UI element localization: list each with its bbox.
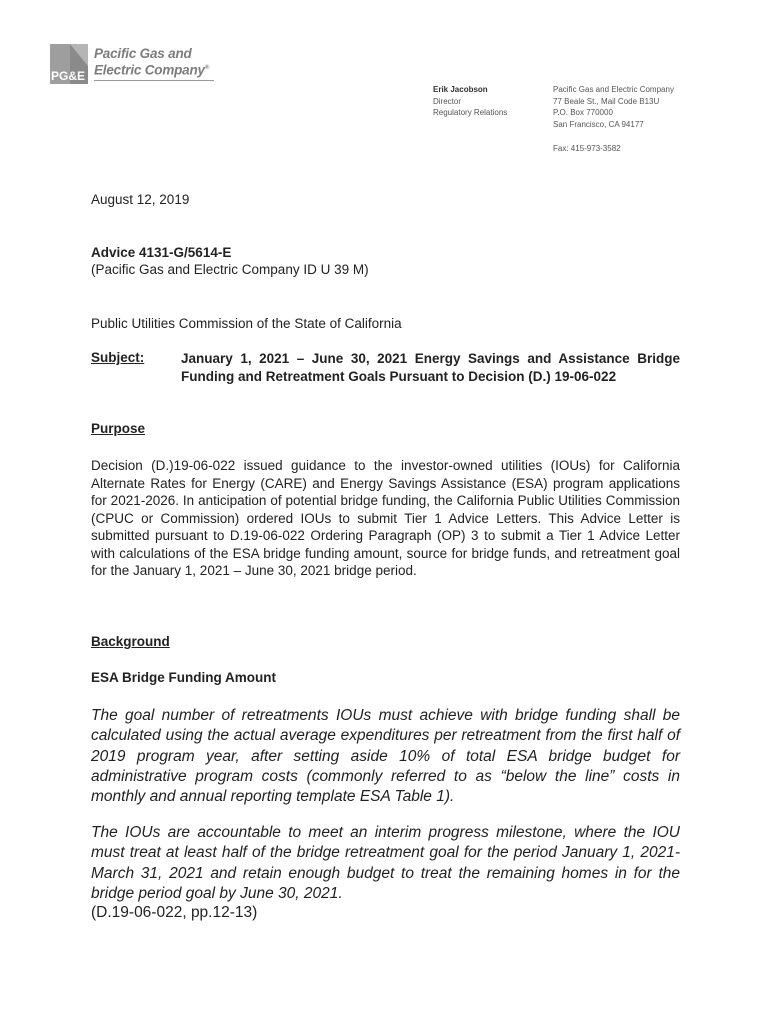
esa-bridge-funding-subheading: ESA Bridge Funding Amount — [91, 670, 276, 685]
quote-retreatment-goal: The goal number of retreatments IOUs must achieve with bridge funding shall be calculated using the actual average expenditures per retreatment from the first half of 2019 program year, after setting aside 10% of total ESA bridge budget for administrative program costs (commonly referred to as “below the line” costs in monthly and annual reporting template ESA Table 1). — [91, 707, 680, 806]
address-city: San Francisco, CA 94177 — [553, 119, 644, 129]
sender-department: Regulatory Relations — [433, 108, 508, 117]
sender-name: Erik Jacobson — [433, 85, 488, 94]
logo-mark-text: PG&E — [51, 69, 86, 83]
advice-id-line: (Pacific Gas and Electric Company ID U 39 M) — [91, 262, 369, 277]
recipient: Public Utilities Commission of the State of California — [91, 316, 402, 331]
letter-date: August 12, 2019 — [91, 192, 190, 207]
subject-text: January 1, 2021 – June 30, 2021 Energy Savings and Assistance Bridge Funding and Retreatment Goals Pursuant to Decision (D.) 19-06-022 — [181, 351, 680, 384]
pge-logo-mark-icon — [48, 44, 92, 86]
logo-divider — [94, 80, 214, 81]
fax-number: Fax: 415-973-3582 — [553, 144, 621, 153]
background-heading: Background — [91, 634, 170, 649]
quote-citation: (D.19-06-022, pp.12-13) — [91, 904, 258, 921]
company-name — [94, 46, 209, 78]
quote-interim-milestone: The IOUs are accountable to meet an interim progress milestone, where the IOU must treat at least half of the bridge retreatment goal for the period January 1, 2021-March 31, 2021 and retain enough budget to treat the remaining homes in for the bridge period goal by June 30, 2021. — [91, 824, 680, 902]
sender-title: Director — [433, 96, 462, 106]
logo-line2: Electric Company® — [94, 62, 210, 78]
logo-line1: Pacific Gas and — [94, 46, 192, 61]
purpose-heading: Purpose — [91, 421, 146, 436]
subject-label: Subject: — [91, 350, 145, 365]
pge-logo — [48, 44, 218, 88]
address-po-box: P.O. Box 770000 — [553, 108, 613, 117]
purpose-paragraph: Decision (D.)19-06-022 issued guidance to the investor-owned utilities (IOUs) for California Alternate Rates for Energy (CARE) and Energy Savings Assistance (ESA) program applications for 2021-2026. In anticipation of potential bridge funding, the California Public Utilities Commission (CPUC or Commission) ordered IOUs to submit Tier 1 Advice Letters. This Advice Letter is submitted pursuant to D.19-06-022 Ordering Paragraph (OP) 3 to submit a Tier 1 Advice Letter with calculations of the ESA bridge funding amount, source for bridge funds, and retreatment goal for the January 1, 2021 – June 30, 2021 bridge period. — [91, 458, 680, 578]
advice-title: Advice 4131-G/5614-E — [91, 245, 232, 260]
address-street: 77 Beale St., Mail Code B13U — [553, 96, 660, 106]
address-company: Pacific Gas and Electric Company — [553, 85, 674, 94]
address-block — [553, 84, 674, 130]
sender-block — [433, 84, 507, 119]
